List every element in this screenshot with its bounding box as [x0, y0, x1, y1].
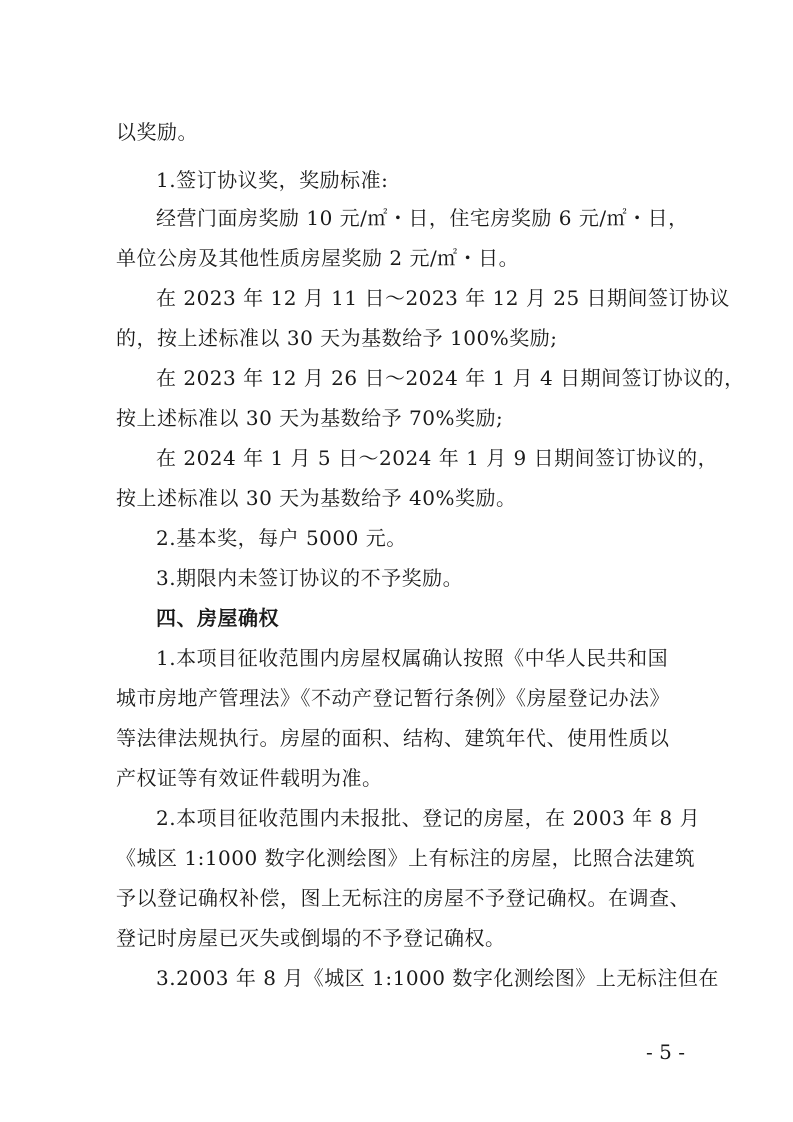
text-line: 城市房地产管理法》《不动产登记暂行条例》《房屋登记办法》 — [116, 686, 670, 710]
text-line: 登记时房屋已灭失或倒塌的不予登记确权。 — [116, 926, 506, 950]
text-line: 产权证等有效证件载明为准。 — [116, 766, 383, 790]
text-line: 3.期限内未签订协议的不予奖励。 — [156, 566, 464, 590]
text-line: 在 2023 年 12 月 26 日～2024 年 1 月 4 日期间签订协议的， — [156, 366, 745, 390]
text-line: 单位公房及其他性质房屋奖励 2 元/㎡・日。 — [116, 246, 520, 270]
text-line: 2.本项目征收范围内未报批、登记的房屋，在 2003 年 8 月 — [156, 806, 701, 830]
text-line: 等法律法规执行。房屋的面积、结构、建筑年代、使用性质以 — [116, 726, 670, 750]
text-line: 经营门面房奖励 10 元/㎡・日，住宅房奖励 6 元/㎡・日， — [156, 206, 689, 230]
text-line: 3.2003 年 8 月《城区 1:1000 数字化测绘图》上无标注但在 — [156, 966, 719, 990]
text-line: 按上述标准以 30 天为基数给予 40%奖励。 — [116, 486, 517, 510]
text-line: 1.本项目征收范围内房屋权属确认按照《中华人民共和国 — [156, 646, 669, 670]
text-line: 按上述标准以 30 天为基数给予 70%奖励; — [116, 406, 504, 430]
text-line: 1.签订协议奖，奖励标准: — [156, 168, 389, 192]
page-number: - 5 - — [646, 1040, 685, 1064]
text-line: 予以登记确权补偿，图上无标注的房屋不予登记确权。在调查、 — [116, 886, 690, 910]
text-line: 在 2023 年 12 月 11 日～2023 年 12 月 25 日期间签订协议 — [156, 286, 731, 310]
text-line: 《城区 1:1000 数字化测绘图》上有标注的房屋，比照合法建筑 — [116, 846, 696, 870]
text-line: 2.基本奖，每户 5000 元。 — [156, 526, 407, 550]
text-line: 的，按上述标准以 30 天为基数给予 100%奖励; — [116, 326, 558, 350]
text-line: 在 2024 年 1 月 5 日～2024 年 1 月 9 日期间签订协议的， — [156, 446, 719, 470]
text-line: 以奖励。 — [116, 120, 198, 144]
section-heading: 四、房屋确权 — [156, 606, 279, 630]
